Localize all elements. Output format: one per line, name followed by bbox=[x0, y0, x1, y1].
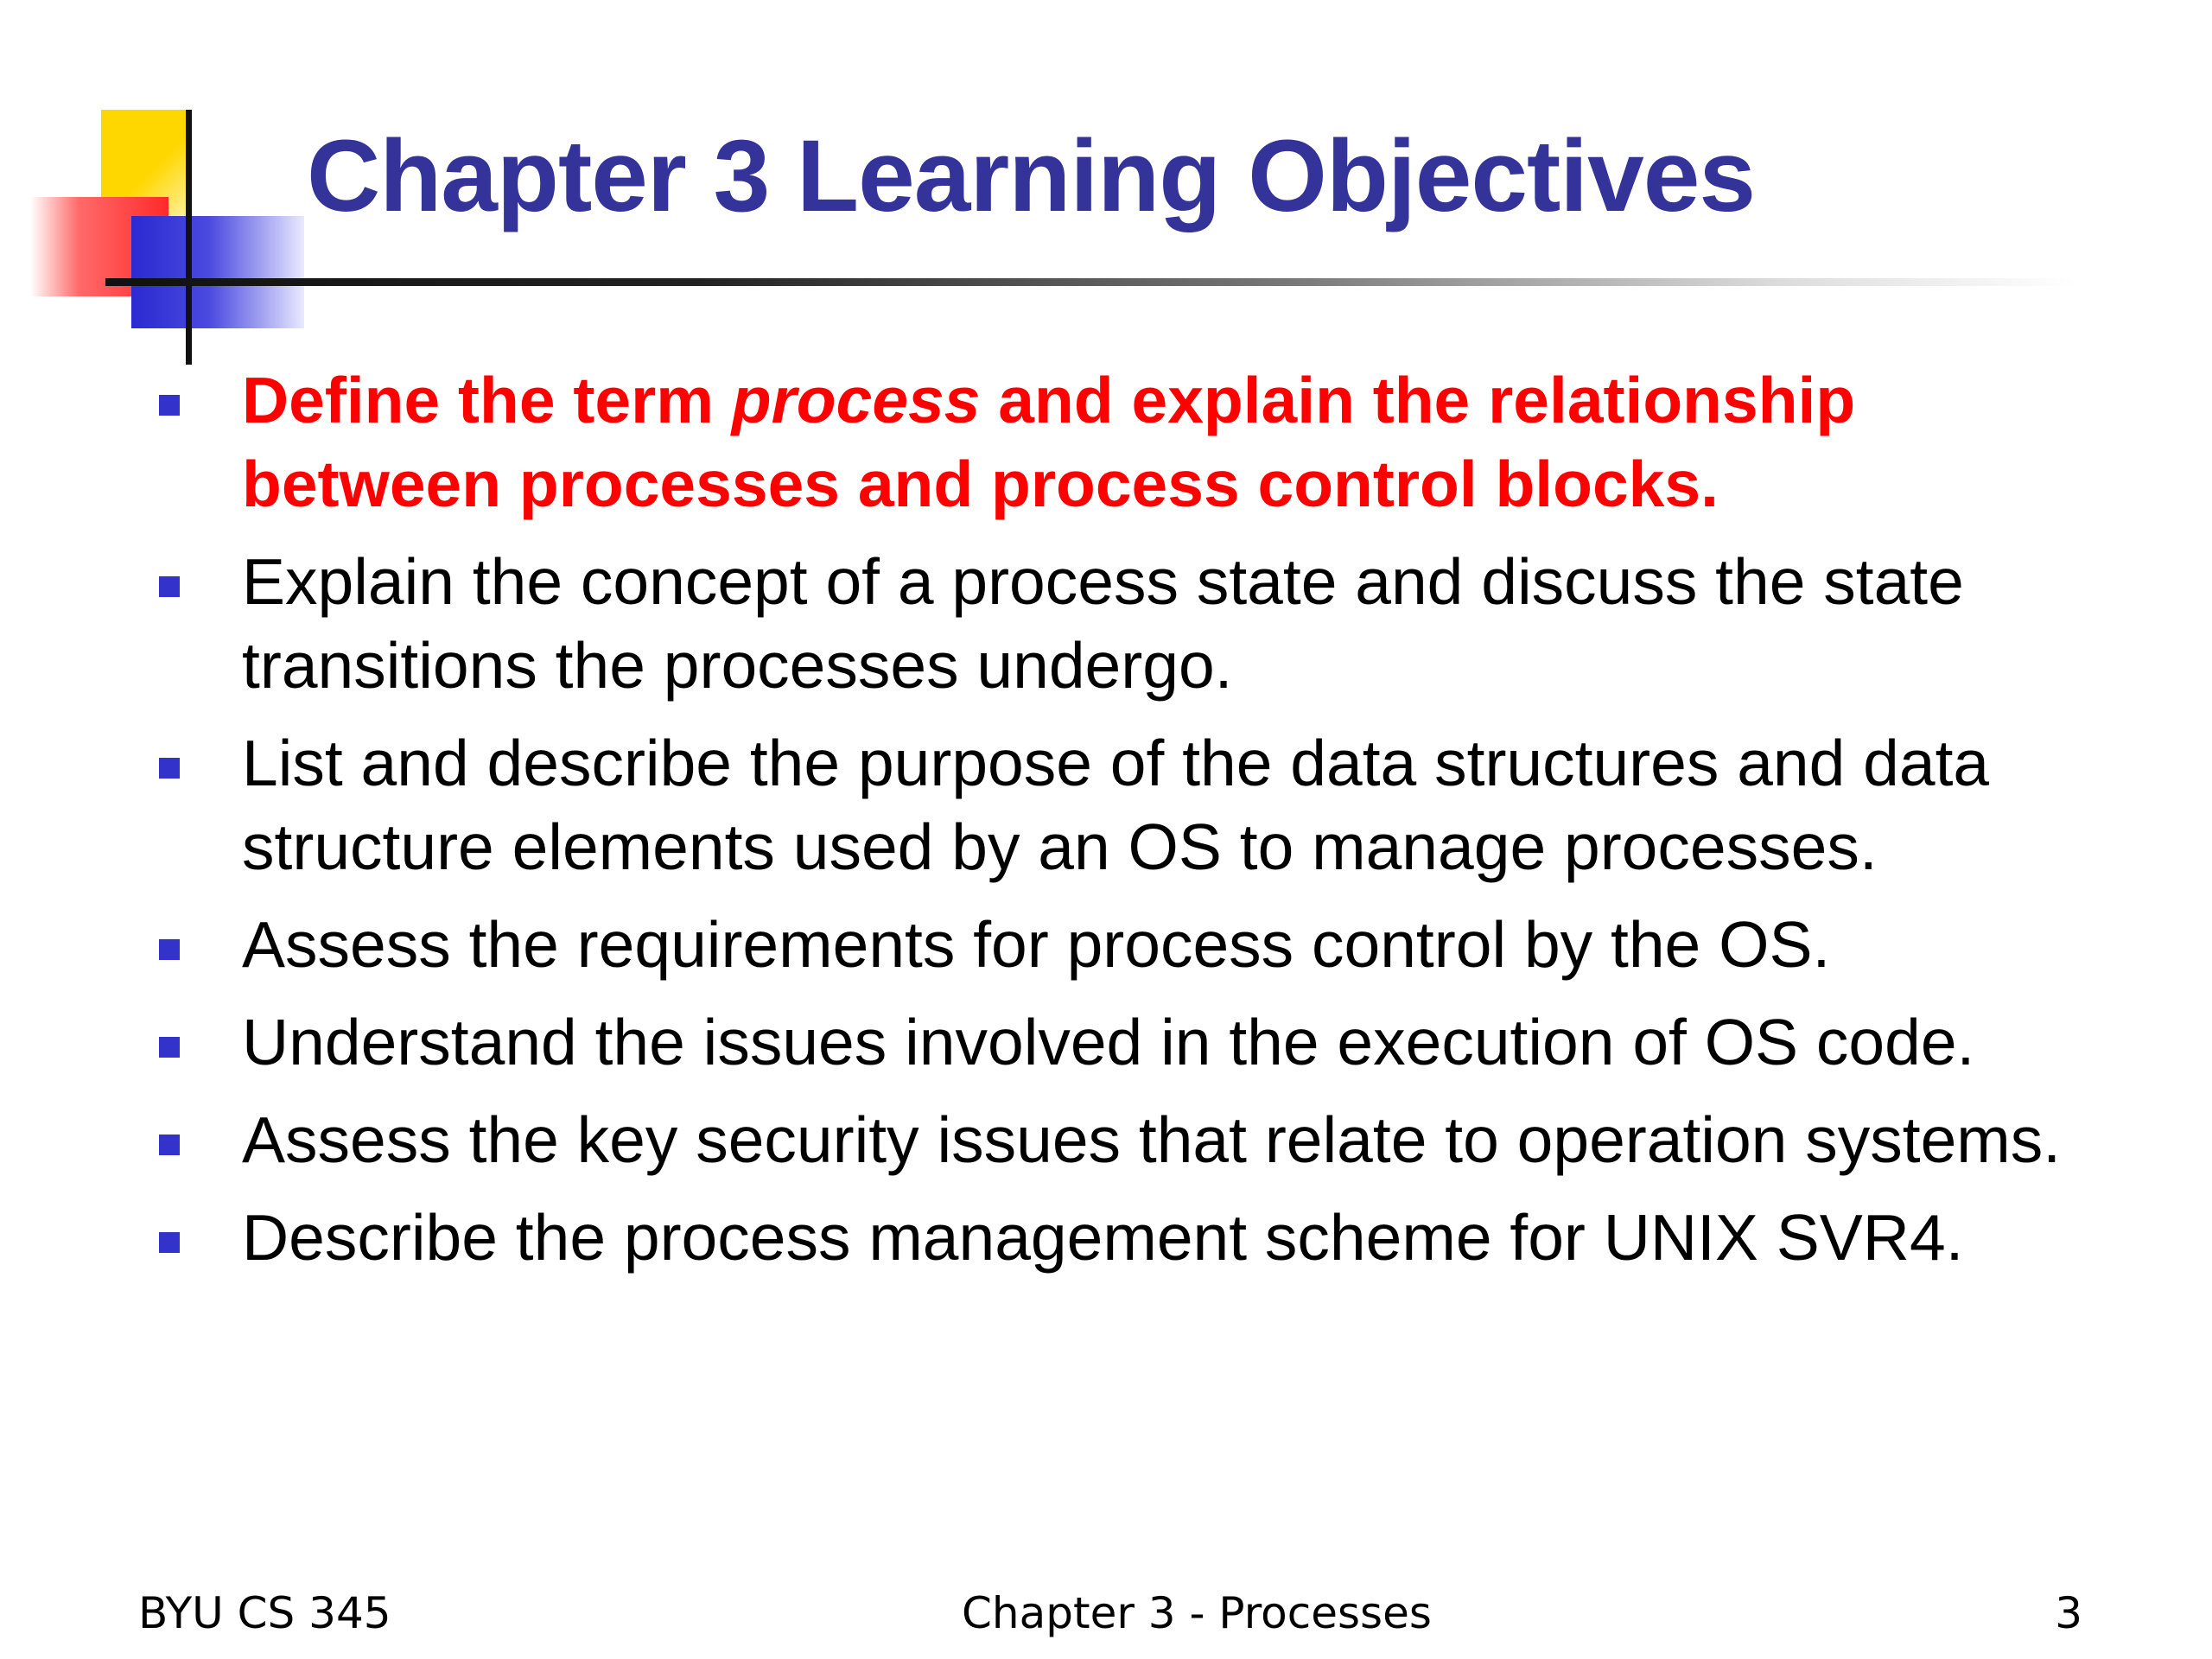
objective-text: Explain the concept of a process state and discuss the state transitions the processes undergo. bbox=[242, 545, 1964, 702]
square-bullet-icon bbox=[159, 939, 180, 960]
decoration-blue-square bbox=[131, 216, 304, 328]
objective-text: List and describe the purpose of the data structures and data structure elements used by an OS to manage processes. bbox=[242, 727, 1990, 883]
objective-text-after: and explain the relationship between processes and process control blocks. bbox=[242, 364, 1856, 520]
objective-text: Describe the process management scheme for UNIX SVR4. bbox=[242, 1201, 1964, 1274]
objective-emphasis: process bbox=[731, 364, 981, 436]
square-bullet-icon bbox=[159, 1232, 180, 1253]
square-bullet-icon bbox=[159, 1037, 180, 1058]
square-bullet-icon bbox=[159, 758, 180, 779]
footer-chapter: Chapter 3 - Processes bbox=[962, 1588, 1432, 1638]
objective-text: Assess the key security issues that relate to operation systems. bbox=[242, 1103, 2062, 1176]
square-bullet-icon bbox=[159, 1135, 180, 1155]
footer-course: BYU CS 345 bbox=[138, 1588, 391, 1638]
objective-item bbox=[156, 359, 2117, 526]
square-bullet-icon bbox=[159, 395, 180, 416]
objective-item bbox=[156, 1001, 2117, 1084]
square-bullet-icon bbox=[159, 576, 180, 597]
slide-title: Chapter 3 Learning Objectives bbox=[307, 119, 1755, 233]
objectives-list bbox=[156, 359, 2117, 1294]
footer-page-number: 3 bbox=[2055, 1588, 2082, 1638]
objective-item bbox=[156, 721, 2117, 889]
decoration-vertical-line bbox=[186, 110, 192, 365]
objective-item bbox=[156, 1196, 2117, 1280]
objective-text-before: Define the term bbox=[242, 364, 732, 436]
title-underline bbox=[105, 278, 2075, 286]
objective-text: Assess the requirements for process control by the OS. bbox=[242, 908, 1831, 981]
objective-item bbox=[156, 540, 2117, 708]
objective-text: Understand the issues involved in the execution of OS code. bbox=[242, 1006, 1975, 1078]
objective-item bbox=[156, 1098, 2117, 1182]
objective-item bbox=[156, 903, 2117, 987]
